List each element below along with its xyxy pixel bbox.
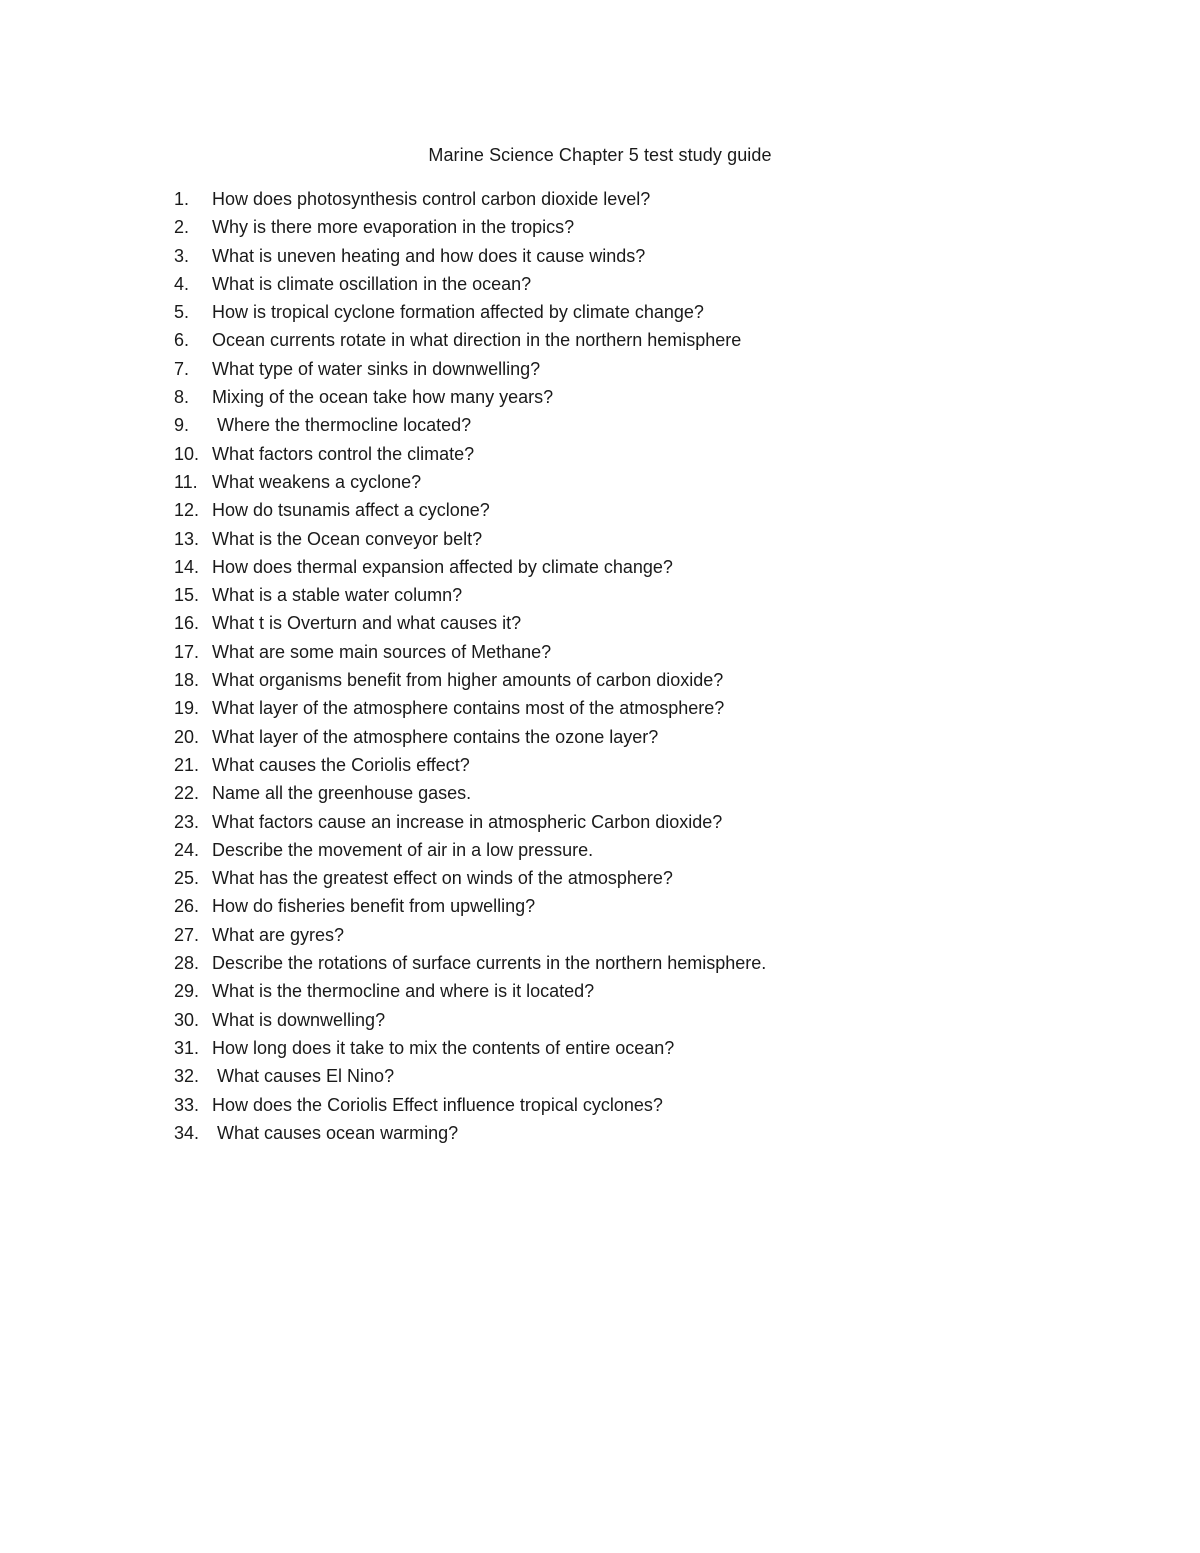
question-item xyxy=(174,695,1074,723)
question-number: 23. xyxy=(174,811,200,832)
question-text: What type of water sinks in downwelling? xyxy=(212,358,541,379)
question-item xyxy=(174,214,1074,242)
question-text: What is the Ocean conveyor belt? xyxy=(212,528,483,549)
question-item xyxy=(174,441,1074,469)
question-number: 27. xyxy=(174,924,200,945)
question-number: 4. xyxy=(174,273,190,294)
question-text: Describe the movement of air in a low pressure. xyxy=(212,839,594,860)
question-item xyxy=(174,582,1074,610)
page-title: Marine Science Chapter 5 test study guide xyxy=(428,145,772,165)
question-item xyxy=(174,1063,1074,1091)
question-item xyxy=(174,356,1074,384)
question-item xyxy=(174,243,1074,271)
question-number: 19. xyxy=(174,698,200,719)
question-item xyxy=(174,724,1074,752)
question-number: 8. xyxy=(174,387,190,408)
question-text: What is climate oscillation in the ocean? xyxy=(212,273,532,294)
question-item xyxy=(174,1120,1074,1148)
question-item xyxy=(174,780,1074,808)
question-number: 6. xyxy=(174,330,190,351)
question-item xyxy=(174,809,1074,837)
question-number: 21. xyxy=(174,754,200,775)
question-text: What are gyres? xyxy=(212,924,345,945)
question-text: How long does it take to mix the contents of entire ocean? xyxy=(212,1037,675,1058)
question-number: 9. xyxy=(174,415,190,436)
question-text: How does thermal expansion affected by climate change? xyxy=(212,556,673,577)
question-number: 31. xyxy=(174,1037,200,1058)
question-number: 2. xyxy=(174,217,190,238)
question-number: 14. xyxy=(174,556,200,577)
question-text: Ocean currents rotate in what direction in the northern hemisphere xyxy=(212,330,742,351)
question-number: 3. xyxy=(174,245,190,266)
question-text: How do fisheries benefit from upwelling? xyxy=(212,896,536,917)
question-item xyxy=(174,837,1074,865)
question-number: 26. xyxy=(174,896,200,917)
question-number: 28. xyxy=(174,953,200,974)
question-item xyxy=(174,271,1074,299)
question-number: 16. xyxy=(174,613,200,634)
question-item xyxy=(174,412,1074,440)
question-number: 20. xyxy=(174,726,200,747)
question-number: 10. xyxy=(174,443,200,464)
question-text: What t is Overturn and what causes it? xyxy=(212,613,522,634)
question-number: 11. xyxy=(174,471,198,492)
question-item xyxy=(174,865,1074,893)
question-number: 29. xyxy=(174,981,200,1002)
question-number: 25. xyxy=(174,868,200,889)
question-number: 12. xyxy=(174,500,200,521)
question-text: How is tropical cyclone formation affected by climate change? xyxy=(212,302,704,323)
question-number: 5. xyxy=(174,302,190,323)
question-item xyxy=(174,893,1074,921)
question-item xyxy=(174,299,1074,327)
question-item xyxy=(174,667,1074,695)
question-text: How does photosynthesis control carbon dioxide level? xyxy=(212,189,651,209)
question-item xyxy=(174,1035,1074,1063)
question-text: Mixing of the ocean take how many years? xyxy=(212,387,554,408)
question-text: What organisms benefit from higher amounts of carbon dioxide? xyxy=(212,670,724,691)
question-item xyxy=(174,526,1074,554)
question-text: What is downwelling? xyxy=(212,1009,386,1030)
question-number: 22. xyxy=(174,783,200,804)
question-item xyxy=(174,384,1074,412)
question-number: 13. xyxy=(174,528,200,549)
question-text: Why is there more evaporation in the tropics? xyxy=(212,217,575,238)
question-text: How does the Coriolis Effect influence tropical cyclones? xyxy=(212,1094,663,1115)
question-number: 15. xyxy=(174,585,200,606)
question-number: 32. xyxy=(174,1066,200,1087)
question-text: What layer of the atmosphere contains the ozone layer? xyxy=(212,726,659,747)
question-text: Where the thermocline located? xyxy=(212,415,472,436)
question-number: 7. xyxy=(174,358,190,379)
question-item xyxy=(174,1007,1074,1035)
question-item xyxy=(174,922,1074,950)
question-text: What causes the Coriolis effect? xyxy=(212,754,470,775)
question-text: What is the thermocline and where is it located? xyxy=(212,981,595,1002)
question-text: What factors control the climate? xyxy=(212,443,475,464)
question-text: What is uneven heating and how does it cause winds? xyxy=(212,245,646,266)
question-list xyxy=(174,186,1074,1148)
question-number: 17. xyxy=(174,641,200,662)
question-text: What causes ocean warming? xyxy=(212,1122,459,1143)
question-item xyxy=(174,978,1074,1006)
question-item xyxy=(174,610,1074,638)
question-item xyxy=(174,554,1074,582)
question-item xyxy=(174,497,1074,525)
question-item xyxy=(174,639,1074,667)
question-text: How do tsunamis affect a cyclone? xyxy=(212,500,490,521)
question-number: 1. xyxy=(174,189,190,209)
question-number: 24. xyxy=(174,839,200,860)
question-text: What causes El Nino? xyxy=(212,1066,395,1087)
question-item xyxy=(174,1092,1074,1120)
question-text: What is a stable water column? xyxy=(212,585,463,606)
question-text: What are some main sources of Methane? xyxy=(212,641,552,662)
question-text: What has the greatest effect on winds of the atmosphere? xyxy=(212,868,673,889)
question-text: What factors cause an increase in atmospheric Carbon dioxide? xyxy=(212,811,723,832)
question-number: 34. xyxy=(174,1122,200,1143)
question-text: What layer of the atmosphere contains most of the atmosphere? xyxy=(212,698,725,719)
question-item xyxy=(174,327,1074,355)
question-item xyxy=(174,950,1074,978)
question-item xyxy=(174,469,1074,497)
question-number: 30. xyxy=(174,1009,200,1030)
question-number: 18. xyxy=(174,670,200,691)
question-item xyxy=(174,752,1074,780)
question-text: What weakens a cyclone? xyxy=(212,471,422,492)
question-text: Name all the greenhouse gases. xyxy=(212,783,472,804)
question-item xyxy=(174,186,1074,214)
question-text: Describe the rotations of surface currents in the northern hemisphere. xyxy=(212,953,767,974)
question-number: 33. xyxy=(174,1094,200,1115)
